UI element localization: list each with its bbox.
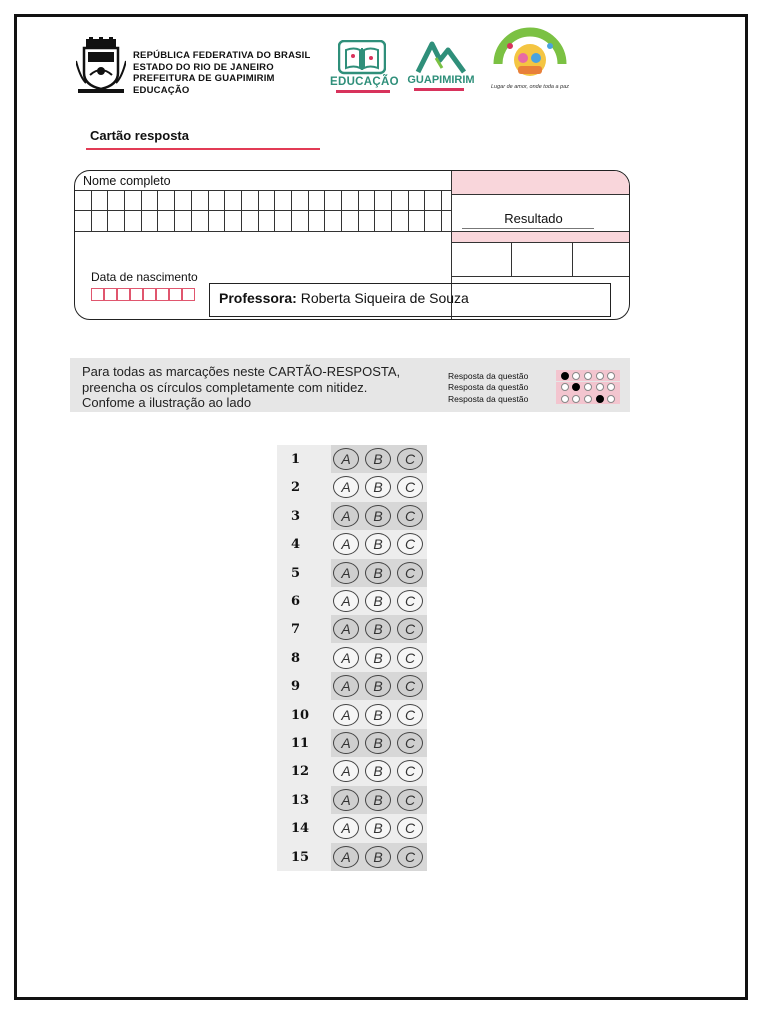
empty-bubble-icon [607,372,615,380]
title-underline [86,148,320,150]
result-label: Resultado [504,211,563,226]
result-cell[interactable] [573,243,630,276]
name-grid-bottom-line [75,231,451,232]
name-letter-cell[interactable] [359,191,376,211]
header-line-3: PREFEITURA DE GUAPIMIRIM [133,73,275,84]
birth-date-cell[interactable] [104,288,117,301]
name-letter-cell[interactable] [75,191,92,211]
answer-bubble-a[interactable]: A [333,675,359,697]
empty-bubble-icon [584,395,592,403]
name-letter-cell[interactable] [108,191,125,211]
birth-date-cell[interactable] [143,288,156,301]
answer-bubble-c[interactable]: C [397,476,423,498]
name-letter-cell[interactable] [392,211,409,231]
result-cells [452,243,630,277]
name-grid-row[interactable] [75,191,451,211]
empty-bubble-icon [561,383,569,391]
answer-row [277,473,427,501]
birth-date-cell[interactable] [91,288,104,301]
instruction-band [70,358,630,412]
name-letter-cell[interactable] [158,211,175,231]
name-letter-cell[interactable] [409,191,426,211]
question-number: 10 [291,707,310,723]
empty-bubble-icon [596,372,604,380]
answer-bubble-b[interactable]: B [365,675,391,697]
answer-bubble-a[interactable]: A [333,732,359,754]
result-header-band [452,171,630,195]
school-logo [490,24,570,94]
name-letter-cell[interactable] [359,211,376,231]
question-number: 3 [291,508,301,524]
birth-date-cell[interactable] [156,288,169,301]
answer-bubble-a[interactable]: A [333,760,359,782]
name-letter-cell[interactable] [275,211,292,231]
school-logo-motto: Lugar de amor, onde toda a paz [491,84,569,90]
result-cell[interactable] [452,243,512,276]
header-institution-text [133,50,311,96]
mountain-icon [402,38,480,74]
name-letter-cell[interactable] [142,191,159,211]
name-letter-cell[interactable] [175,191,192,211]
teacher-label: Professora: [219,290,297,306]
name-letter-cell[interactable] [292,211,309,231]
question-number: 15 [291,849,310,865]
name-letter-cell[interactable] [342,211,359,231]
name-letter-cell[interactable] [259,211,276,231]
answer-bubble-c[interactable]: C [397,505,423,527]
answer-bubble-a[interactable]: A [333,846,359,868]
question-number: 14 [291,821,310,837]
name-letter-cell[interactable] [125,191,142,211]
name-letter-cell[interactable] [259,191,276,211]
empty-bubble-icon [572,372,580,380]
name-letter-cell[interactable] [309,211,326,231]
answer-bubble-a[interactable]: A [333,448,359,470]
name-letter-cell[interactable] [325,211,342,231]
city-logo-underline [414,88,464,91]
name-letter-cell[interactable] [192,191,209,211]
name-letter-cell[interactable] [75,211,92,231]
education-logo-underline [336,90,390,93]
answer-bubble-b[interactable]: B [365,817,391,839]
marking-example-row [448,393,624,404]
answer-bubble-b[interactable]: B [365,448,391,470]
city-logo-word: GUAPIMIRIM [407,74,475,86]
marking-example-bubbles [556,393,620,404]
question-number: 7 [291,622,301,638]
answer-bubble-a[interactable]: A [333,618,359,640]
answer-bubble-c[interactable]: C [397,618,423,640]
answer-bubble-c[interactable]: C [397,732,423,754]
answer-bubble-a[interactable]: A [333,533,359,555]
answer-row [277,843,427,871]
birth-date-cells[interactable] [91,288,195,301]
answer-bubble-a[interactable]: A [333,704,359,726]
answer-bubble-a[interactable]: A [333,505,359,527]
name-letter-cell[interactable] [375,191,392,211]
answer-bubble-b[interactable]: B [365,647,391,669]
empty-bubble-icon [561,395,569,403]
answer-row [277,814,427,842]
empty-bubble-icon [607,395,615,403]
birth-date-cell[interactable] [117,288,130,301]
question-number: 11 [291,736,310,751]
card-title: Cartão resposta [90,128,189,143]
name-letter-cell[interactable] [309,191,326,211]
answer-bubble-b[interactable]: B [365,590,391,612]
instruction-text [82,364,400,411]
school-emblem-icon [490,24,570,84]
question-number: 12 [291,764,310,780]
question-number: 8 [291,650,301,666]
answer-row [277,757,427,785]
answer-bubble-b[interactable]: B [365,789,391,811]
name-letter-cell[interactable] [409,211,426,231]
answer-bubble-b[interactable]: B [365,533,391,555]
name-label: Nome completo [83,174,171,188]
answer-bubble-c[interactable]: C [397,448,423,470]
name-letter-cell[interactable] [225,191,242,211]
answer-row [277,644,427,672]
education-logo-word: EDUCAÇÃO [330,76,399,88]
book-icon [338,40,386,76]
answer-bubble-c[interactable]: C [397,704,423,726]
answer-bubble-b[interactable]: B [365,476,391,498]
filled-bubble-icon [596,395,604,403]
answer-row [277,615,427,643]
name-letter-cell[interactable] [209,211,226,231]
result-line [462,228,594,229]
empty-bubble-icon [584,372,592,380]
marking-example-label: Resposta da questão [448,382,529,392]
question-number: 6 [291,594,301,609]
answer-bubble-a[interactable]: A [333,590,359,612]
answer-row [277,502,427,530]
answer-bubble-c[interactable]: C [397,562,423,584]
empty-bubble-icon [572,395,580,403]
answer-row [277,729,427,757]
name-letter-cell[interactable] [192,211,209,231]
name-letter-cell[interactable] [175,211,192,231]
marking-example-label: Resposta da questão [448,370,529,381]
answer-bubble-a[interactable]: A [333,647,359,669]
result-strip [452,231,630,243]
teacher-box [209,283,611,317]
answer-grid [277,445,427,871]
answer-row [277,672,427,700]
answer-bubble-b[interactable]: B [365,562,391,584]
answer-bubble-b[interactable]: B [365,760,391,782]
answer-bubble-b[interactable]: B [365,505,391,527]
answer-bubble-c[interactable]: C [397,590,423,612]
answer-row [277,701,427,729]
question-number: 9 [291,679,301,695]
education-logo [330,40,399,98]
answer-row [277,559,427,587]
answer-bubble-b[interactable]: B [365,732,391,754]
name-letter-cell[interactable] [242,211,259,231]
question-number: 5 [291,565,301,581]
marking-example-bubbles [556,382,620,393]
header-line-4: EDUCAÇÃO [133,84,190,96]
answer-bubble-b[interactable]: B [365,704,391,726]
header-line-2: ESTADO DO RIO DE JANEIRO [133,61,274,73]
marking-example [448,370,626,406]
name-letter-cell[interactable] [425,191,442,211]
answer-bubble-c[interactable]: C [397,675,423,697]
answer-bubble-a[interactable]: A [333,476,359,498]
answer-bubble-a[interactable]: A [333,789,359,811]
answer-bubble-c[interactable]: C [397,846,423,868]
city-logo [402,38,480,98]
instruction-line-2: preencha os círculos completamente com nitidez. [82,379,368,395]
result-cell[interactable] [512,243,572,276]
marking-example-row [448,382,624,393]
name-letter-cell[interactable] [275,191,292,211]
empty-bubble-icon [596,383,604,391]
marking-example-label: Resposta da questão [448,393,529,404]
header-line-1: REPÚBLICA FEDERATIVA DO BRASIL [133,50,311,61]
filled-bubble-icon [561,372,569,380]
name-letter-cell[interactable] [392,191,409,211]
name-letter-cell[interactable] [108,211,125,231]
name-letter-cell[interactable] [292,191,309,211]
instruction-line-1: Para todas as marcações neste CARTÃO-RESPOSTA, [82,364,401,379]
name-letter-cell[interactable] [92,211,109,231]
question-number: 1 [291,452,301,467]
marking-example-bubbles [556,370,620,381]
answer-bubble-c[interactable]: C [397,760,423,782]
answer-row [277,786,427,814]
answer-bubble-c[interactable]: C [397,647,423,669]
name-letter-cell[interactable] [158,191,175,211]
birth-date-cell[interactable] [130,288,143,301]
filled-bubble-icon [572,383,580,391]
name-grid-row[interactable] [75,211,451,231]
answer-bubble-a[interactable]: A [333,562,359,584]
name-letter-cell[interactable] [142,211,159,231]
name-letter-cell[interactable] [125,211,142,231]
marking-example-row [448,370,624,381]
name-letter-cell[interactable] [242,191,259,211]
question-number: 2 [291,480,301,496]
name-letter-cell[interactable] [325,191,342,211]
birth-date-label: Data de nascimento [91,270,198,284]
teacher-name: Roberta Siqueira de Souza [300,290,469,306]
empty-bubble-icon [584,383,592,391]
answer-row [277,445,427,473]
student-info-box [74,170,630,320]
answer-bubble-c[interactable]: C [397,817,423,839]
answer-bubble-b[interactable]: B [365,846,391,868]
answer-row [277,530,427,558]
answer-bubble-c[interactable]: C [397,789,423,811]
question-number: 13 [291,792,310,808]
answer-bubble-c[interactable]: C [397,533,423,555]
name-letter-cell[interactable] [92,191,109,211]
name-letter-cell[interactable] [425,211,442,231]
birth-date-cell[interactable] [169,288,182,301]
name-letter-cell[interactable] [375,211,392,231]
instruction-line-3: Confome a ilustração ao lado [82,395,252,410]
answer-bubble-a[interactable]: A [333,817,359,839]
coat-of-arms-logo [76,37,126,95]
empty-bubble-icon [607,383,615,391]
answer-bubble-b[interactable]: B [365,618,391,640]
name-letter-cell[interactable] [225,211,242,231]
name-letter-cell[interactable] [342,191,359,211]
question-number: 4 [291,537,301,553]
answer-row [277,587,427,615]
name-letter-cell[interactable] [209,191,226,211]
birth-date-cell[interactable] [182,288,195,301]
